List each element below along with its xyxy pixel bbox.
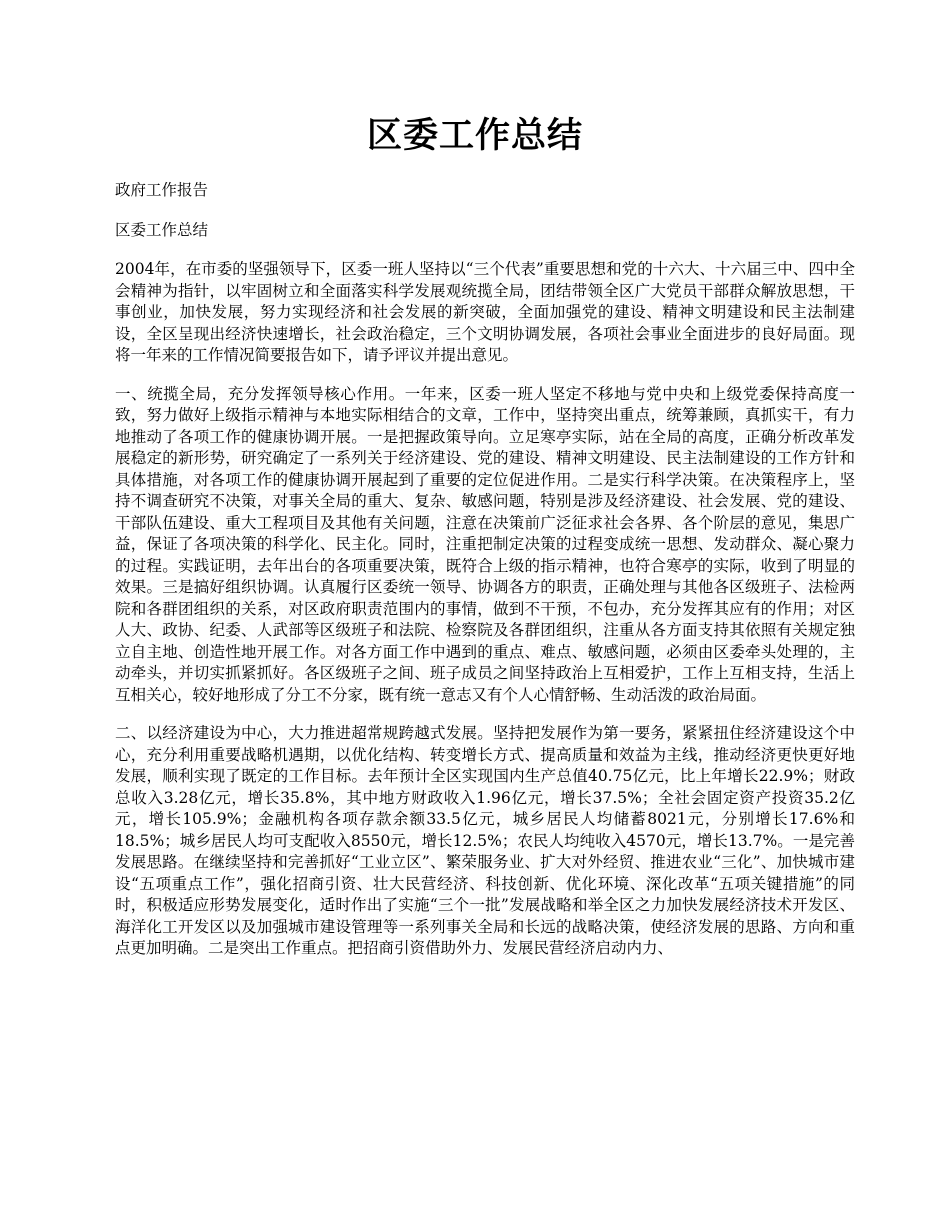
paragraph-section-2: 二、以经济建设为中心，大力推进超常规跨越式发展。坚持把发展作为第一要务，紧紧扭住经济建设这个中心，充分利用重要战略机遇期，以优化结构、转变增长方式、提高质量和效益为主线，推动经济更快更好地发展，顺利实现了既定的工作目标。去年预计全区实现国内生产总值40.75亿元，比上年增长22.9%；财政总收入3.28亿元，增长35.8%，其中地方财政收入1.96亿元，增长37.5%；全社会固定资产投资35.2亿元，增长105.9%；金融机构各项存款余额33.5亿元，城乡居民人均储蓄8021元，分别增长17.6%和18.5%；城乡居民人均可支配收入8550元，增长12.5%；农民人均纯收入4570元，增长13.7%。一是完善发展思路。在继续坚持和完善抓好“工业立区”、繁荣服务业、扩大对外经贸、推进农业“三化”、加快城市建设“五项重点工作”，强化招商引资、壮大民营经济、科技创新、优化环境、深化改革“五项关键措施”的同时，积极适应形势发展变化，适时作出了实施“三个一批”发展战略和举全区之力加快发展经济技术开发区、海洋化工开发区以及加强城市建设管理等一系列事关全局和长远的战略决策，使经济发展的思路、方向和重点更加明确。二是突出工作重点。把招商引资借助外力、发展民营经济启动内力、 <box>115 724 855 957</box>
document-body <box>115 180 855 977</box>
paragraph-section-1: 一、统揽全局，充分发挥领导核心作用。一年来，区委一班人坚定不移地与党中央和上级党委保持高度一致，努力做好上级指示精神与本地实际相结合的文章，工作中，坚持突出重点，统筹兼顾，真抓实干，有力地推动了各项工作的健康协调开展。一是把握政策导向。立足寒亭实际，站在全局的高度，正确分析改革发展稳定的新形势，研究确定了一系列关于经济建设、党的建设、精神文明建设、民主法制建设的工作方针和具体措施，对各项工作的健康协调开展起到了重要的定位促进作用。二是实行科学决策。在决策程序上，坚持不调查研究不决策，对事关全局的重大、复杂、敏感问题，特别是涉及经济建设、社会发展、党的建设、干部队伍建设、重大工程项目及其他有关问题，注意在决策前广泛征求社会各界、各个阶层的意见，集思广益，保证了各项决策的科学化、民主化。同时，注重把制定决策的过程变成统一思想、发动群众、凝心聚力的过程。实践证明，去年出台的各项重要决策，既符合上级的指示精神，也符合寒亭的实际，收到了明显的效果。三是搞好组织协调。认真履行区委统一领导、协调各方的职责，正确处理与其他各区级班子、法检两院和各群团组织的关系，对区政府职责范围内的事情，做到不干预，不包办，充分发挥其应有的作用；对区人大、政协、纪委、人武部等区级班子和法院、检察院及各群团组织，注重从各方面支持其依照有关规定独立自主地、创造性地开展工作。对各方面工作中遇到的重点、难点、敏感问题，必须由区委牵头处理的，主动牵头，并切实抓紧抓好。各区级班子之间、班子成员之间坚持政治上互相爱护，工作上互相支持，生活上互相关心，较好地形成了分工不分家，既有统一意志又有个人心情舒畅、生动活泼的政治局面。 <box>115 384 855 704</box>
document-heading: 区委工作总结 <box>115 220 209 239</box>
document-title: 区委工作总结 <box>366 115 583 156</box>
paragraph-intro: 2004年，在市委的坚强领导下，区委一班人坚持以“三个代表”重要思想和党的十六大、十六届三中、四中全会精神为指针，以牢固树立和全面落实科学发展观统揽全局，团结带领全区广大党员干部群众解放思想，干事创业，加快发展，努力实现经济和社会发展的新突破，全面加强党的建设、精神文明建设和民主法制建设，全区呈现出经济快速增长，社会政治稳定，三个文明协调发展，各项社会事业全面进步的良好局面。现将一年来的工作情况简要报告如下，请予评议并提出意见。 <box>115 260 855 364</box>
document-subtitle: 政府工作报告 <box>115 181 209 199</box>
